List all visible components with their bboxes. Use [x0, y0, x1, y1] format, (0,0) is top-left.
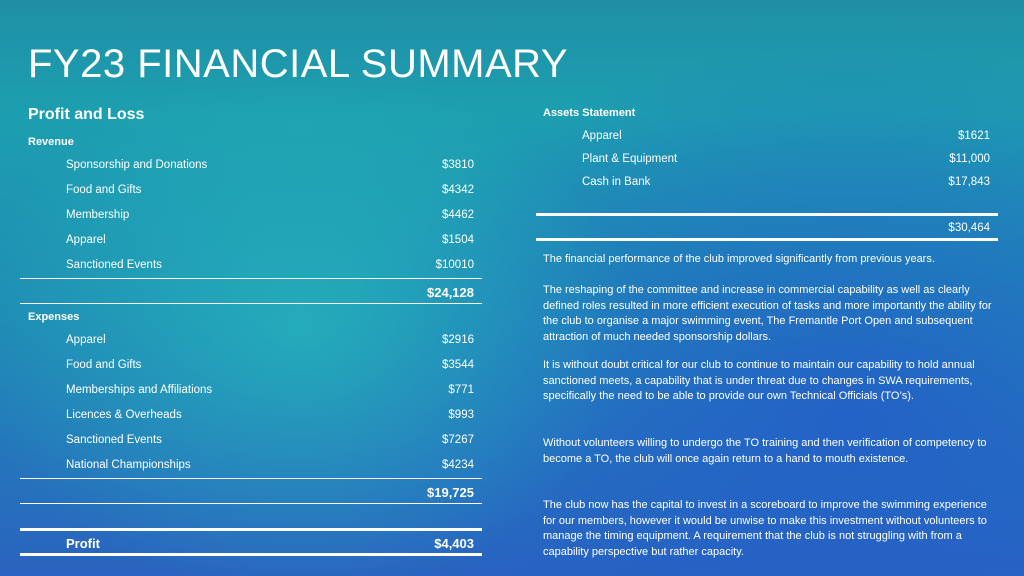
expense-value: $993 [448, 409, 474, 421]
revenue-row [66, 234, 474, 250]
asset-value: $11,000 [949, 153, 990, 165]
revenue-label: Sponsorship and Donations [66, 159, 208, 171]
asset-label: Cash in Bank [582, 176, 651, 188]
revenue-heading: Revenue [28, 136, 74, 148]
divider [20, 503, 482, 504]
expense-label: National Championships [66, 459, 191, 471]
expense-value: $3544 [442, 359, 474, 371]
asset-row [582, 153, 990, 169]
expense-row [66, 434, 474, 450]
revenue-row [66, 209, 474, 225]
divider [20, 303, 482, 304]
expense-value: $7267 [442, 434, 474, 446]
profit-rule [20, 528, 482, 531]
expense-value: $771 [448, 384, 474, 396]
asset-label: Plant & Equipment [582, 153, 678, 165]
expense-label: Memberships and Affiliations [66, 384, 213, 396]
expense-label: Sanctioned Events [66, 434, 162, 446]
expenses-heading: Expenses [28, 311, 80, 323]
expense-value: $4234 [442, 459, 474, 471]
revenue-value: $4462 [442, 209, 474, 221]
expense-row [66, 359, 474, 375]
divider [20, 278, 482, 279]
asset-value: $17,843 [948, 176, 990, 188]
summary-paragraph: The club now has the capital to invest in a scoreboard to improve the swimming experience for our members, however it would be unwise to make this investment without volunteers to manage the timing equipment. A requirement that the club is not struggling with from a capability perspective but rather capacity. [543, 499, 987, 558]
revenue-row [66, 259, 474, 275]
assets-rule [536, 213, 998, 216]
profit-loss-heading: Profit and Loss [28, 106, 145, 123]
revenue-value: $4342 [442, 184, 474, 196]
expense-row [66, 334, 474, 350]
expense-label: Food and Gifts [66, 359, 142, 371]
revenue-value: $1504 [442, 234, 474, 246]
asset-label: Apparel [582, 130, 622, 142]
revenue-label: Food and Gifts [66, 184, 142, 196]
revenue-label: Apparel [66, 234, 106, 246]
expenses-total: $19,725 [427, 485, 474, 500]
expense-row [66, 384, 474, 400]
divider [20, 478, 482, 479]
revenue-row [66, 159, 474, 175]
revenue-label: Sanctioned Events [66, 259, 162, 271]
expense-row [66, 409, 474, 425]
expense-value: $2916 [442, 334, 474, 346]
expense-label: Licences & Overheads [66, 409, 182, 421]
expense-label: Apparel [66, 334, 106, 346]
revenue-value: $10010 [435, 259, 474, 271]
asset-value: $1621 [958, 130, 990, 142]
assets-total: $30,464 [948, 222, 990, 234]
revenue-total: $24,128 [427, 285, 474, 300]
summary-paragraph: Without volunteers willing to undergo the TO training and then verification of competency to become a TO, the club will once again return to a hand to mouth existence. [543, 437, 987, 465]
asset-row [582, 176, 990, 192]
summary-paragraph: The reshaping of the committee and increase in commercial capability as well as clearly defined roles resulted in more efficient execution of tasks and more importantly the ability for the club to organise a major swimming event, The Fremantle Port Open and subsequent attraction of much needed sponsorship dollars. [543, 284, 992, 343]
page-title: FY23 FINANCIAL SUMMARY [28, 42, 569, 86]
summary-paragraph: The financial performance of the club improved significantly from previous years. [543, 253, 935, 265]
assets-heading: Assets Statement [543, 107, 636, 119]
revenue-row [66, 184, 474, 200]
expense-row [66, 459, 474, 475]
assets-rule [536, 238, 998, 241]
revenue-value: $3810 [442, 159, 474, 171]
asset-row [582, 130, 990, 146]
profit-rule [20, 553, 482, 556]
revenue-label: Membership [66, 209, 130, 221]
summary-paragraph: It is without doubt critical for our club to continue to maintain our capability to hold annual sanctioned meets, a capability that is under threat due to changes in SWA requirements, specifically the need to be able to provide our own Technical Officials (TO’s). [543, 359, 975, 402]
profit-value: $4,403 [434, 536, 474, 551]
profit-label: Profit [66, 536, 100, 551]
